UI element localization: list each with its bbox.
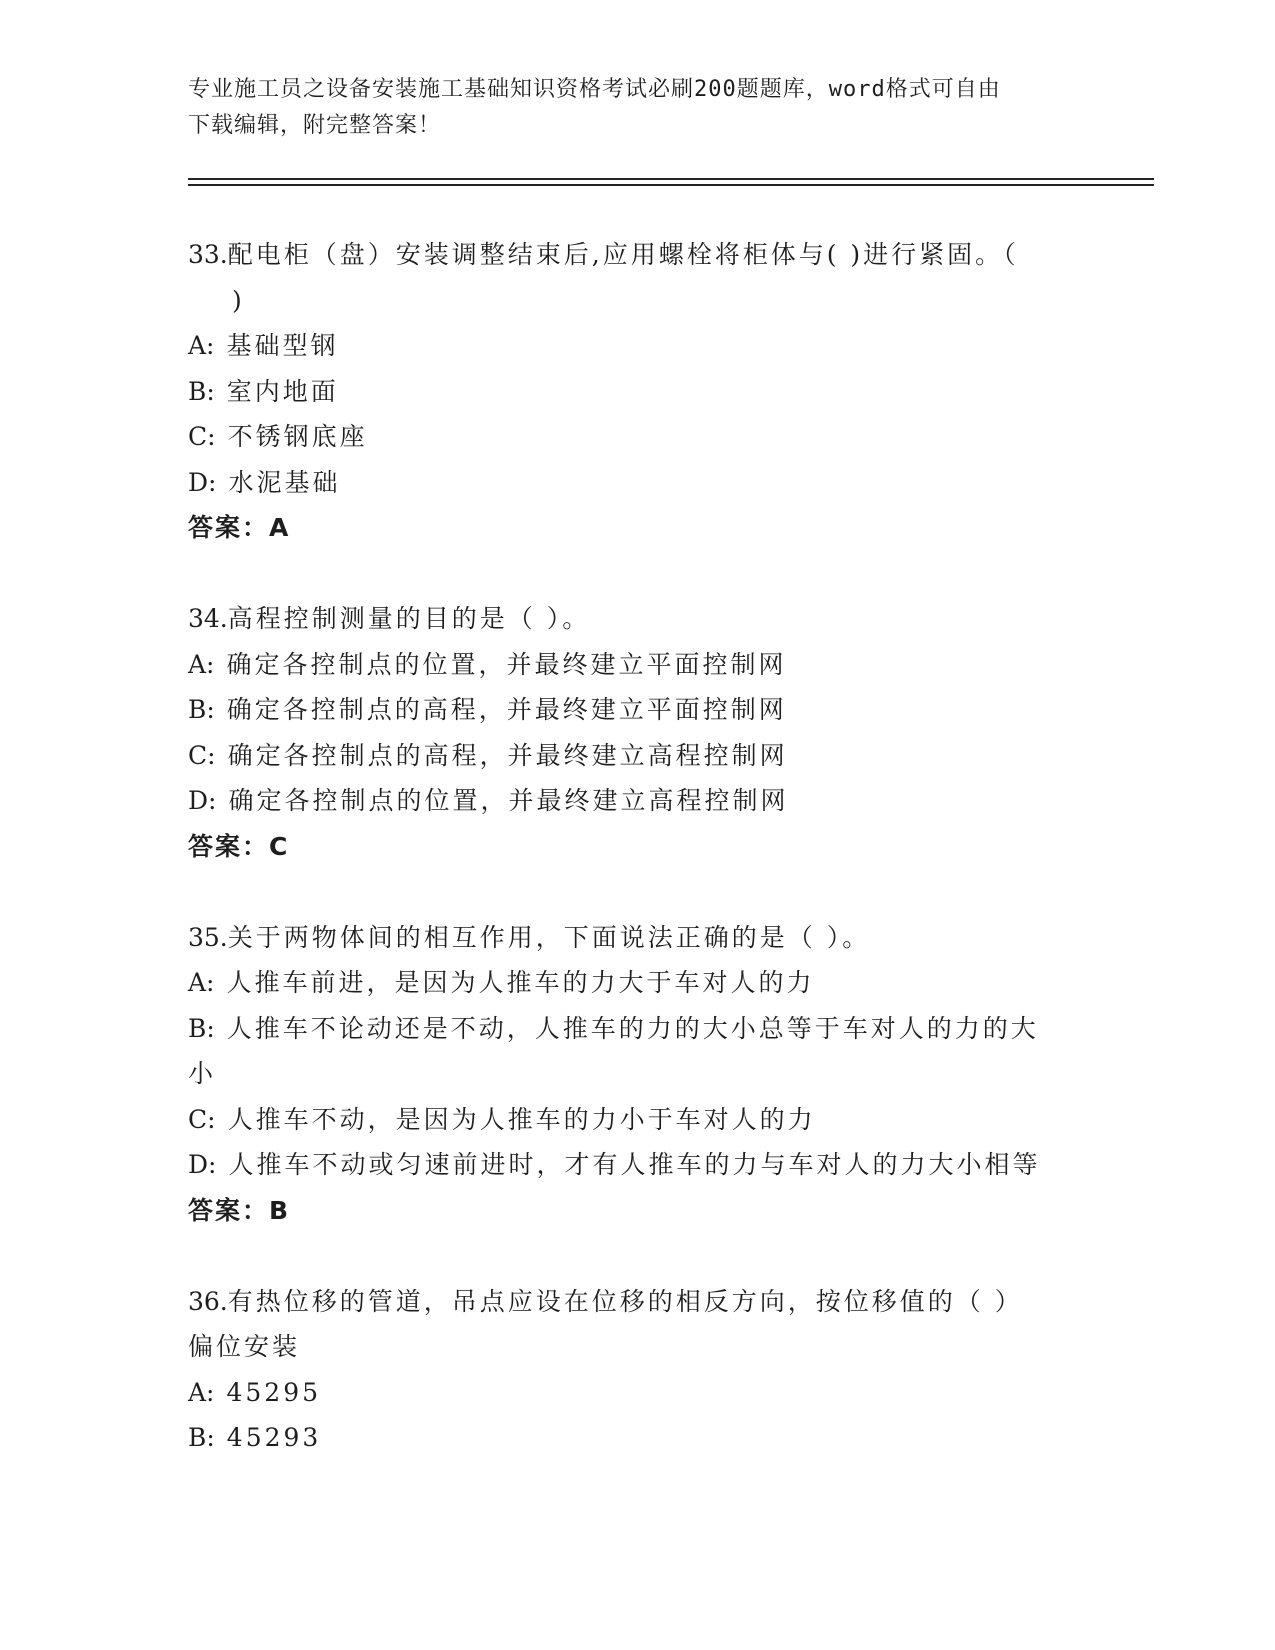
question-number: 34. — [188, 604, 228, 633]
option-letter: D: — [188, 1150, 217, 1179]
option-letter: C: — [188, 740, 216, 770]
option-text: 确定各控制点的位置，并最终建立高程控制网 — [228, 786, 789, 815]
option-letter: C: — [188, 422, 216, 451]
question-36 — [188, 1279, 1088, 1461]
option-letter: B: — [188, 1423, 215, 1452]
option-text: 人推车不动，是因为人推车的力小于车对人的力 — [227, 1104, 816, 1134]
question-text — [188, 596, 1088, 642]
option-text: 人推车不论动还是不动，人推车的力的大小总等于车对人的力的大 — [226, 1013, 1039, 1043]
option-text: 确定各控制点的位置，并最终建立平面控制网 — [226, 649, 787, 679]
option-text: 不锈钢底座 — [227, 422, 368, 451]
question-text-continuation: 偏位安装 — [188, 1332, 301, 1361]
question-number: 33. — [188, 240, 228, 269]
option-letter: D: — [188, 467, 217, 497]
question-34 — [188, 596, 1088, 869]
option-d — [188, 460, 1088, 506]
option-c — [188, 1097, 1088, 1143]
question-list — [188, 232, 1088, 1461]
option-b — [188, 369, 1088, 415]
option-letter: B: — [188, 695, 215, 724]
answer-line: 答案：C — [188, 831, 290, 861]
option-b-continuation: 小 — [188, 1059, 217, 1088]
option-text: 45295 — [226, 1377, 322, 1407]
question-text — [188, 915, 1088, 961]
header-title-line-2: 下载编辑，附完整答案！ — [188, 113, 442, 138]
answer-line: 答案：A — [188, 513, 291, 542]
question-body: 配电柜（盘）安装调整结束后,应用螺栓将柜体与( )进行紧固。（ — [227, 240, 1019, 269]
question-text — [188, 1279, 1088, 1325]
option-a — [188, 323, 1088, 369]
option-letter: D: — [188, 786, 217, 815]
option-letter: A: — [188, 331, 215, 360]
option-letter: A: — [188, 1377, 215, 1407]
header-title-line-1: 专业施工员之设备安装施工基础知识资格考试必刷200题题库，word格式可自由 — [188, 77, 1001, 102]
option-text: 室内地面 — [226, 376, 339, 406]
option-text: 人推车前进，是因为人推车的力大于车对人的力 — [226, 968, 815, 997]
question-text — [188, 232, 1088, 278]
option-text: 人推车不动或匀速前进时，才有人推车的力与车对人的力大小相等 — [228, 1150, 1041, 1179]
option-text: 确定各控制点的高程，并最终建立高程控制网 — [227, 740, 788, 770]
option-a — [188, 1370, 1088, 1416]
option-letter: C: — [188, 1104, 216, 1134]
question-33 — [188, 232, 1088, 551]
question-number: 35. — [188, 922, 228, 952]
option-b — [188, 1415, 1088, 1461]
option-text: 45293 — [226, 1423, 322, 1452]
option-b — [188, 1006, 1088, 1052]
option-letter: A: — [188, 968, 215, 997]
option-c — [188, 414, 1088, 460]
option-text: 确定各控制点的高程，并最终建立平面控制网 — [226, 695, 787, 724]
option-b — [188, 687, 1088, 733]
header-divider-top — [188, 178, 1154, 180]
option-letter: A: — [188, 649, 215, 679]
option-a — [188, 960, 1088, 1006]
document-header — [188, 72, 1088, 144]
question-number: 36. — [188, 1286, 228, 1316]
question-body: 关于两物体间的相互作用，下面说法正确的是（ ）。 — [227, 922, 871, 952]
question-body: 高程控制测量的目的是（ ）。 — [227, 604, 591, 633]
option-a — [188, 642, 1088, 688]
header-divider-bottom — [188, 184, 1154, 186]
answer-line: 答案：B — [188, 1195, 291, 1225]
option-letter: B: — [188, 1013, 215, 1043]
option-d — [188, 1142, 1088, 1188]
option-d — [188, 778, 1088, 824]
option-letter: B: — [188, 376, 215, 406]
question-body: 有热位移的管道，吊点应设在位移的相反方向，按位移值的（ ） — [227, 1286, 1023, 1316]
question-text-continuation: ) — [232, 285, 245, 315]
option-text: 水泥基础 — [228, 467, 341, 497]
question-35 — [188, 915, 1088, 1234]
option-c — [188, 733, 1088, 779]
option-text: 基础型钢 — [226, 331, 339, 360]
